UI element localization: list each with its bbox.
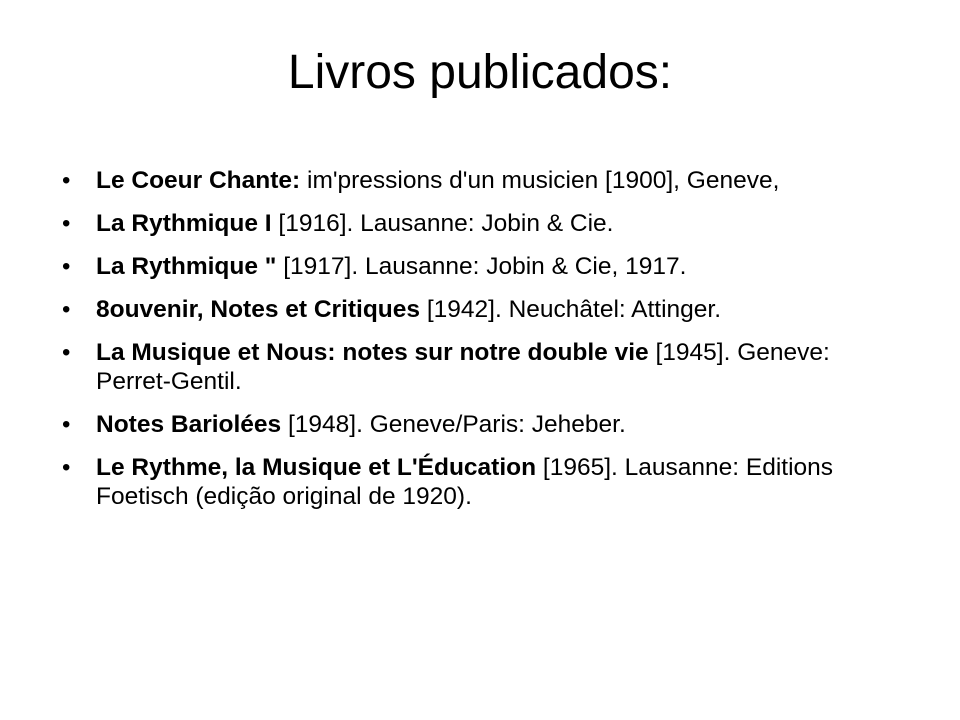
book-title: Le Rythme, la Musique et L'Éducation (96, 454, 537, 481)
book-title: Notes Bariolées (96, 411, 282, 438)
bullet-icon: • (62, 339, 71, 366)
list-item (60, 295, 910, 324)
book-title: La Musique et Nous: notes sur notre double vie (96, 339, 649, 366)
bullet-icon: • (62, 253, 71, 280)
bullet-icon: • (62, 296, 71, 323)
bullet-icon: • (62, 454, 71, 481)
book-details: im'pressions d'un musicien [1900], Geneve, (300, 167, 780, 194)
book-title: Le Coeur Chante: (96, 167, 301, 194)
book-list (60, 166, 910, 525)
bullet-icon: • (62, 167, 71, 194)
list-item (60, 410, 910, 439)
book-title: La Rythmique I (96, 210, 272, 237)
list-item (60, 166, 910, 195)
list-item (60, 453, 910, 511)
slide-title: Livros publicados: (287, 46, 673, 99)
bullet-icon: • (62, 411, 71, 438)
book-details: [1948]. Geneve/Paris: Jeheber. (281, 411, 626, 438)
book-title: 8ouvenir, Notes et Critiques (96, 296, 421, 323)
list-item (60, 338, 910, 396)
book-details: [1942]. Neuchâtel: Attinger. (420, 296, 722, 323)
book-details: [1916]. Lausanne: Jobin & Cie. (271, 210, 614, 237)
book-title: La Rythmique " (96, 253, 277, 280)
book-details: [1945]. Geneve: Perret-Gentil. (96, 339, 830, 395)
list-item (60, 252, 910, 281)
book-details: [1965]. Lausanne: Editions Foetisch (edição original de 1920). (96, 454, 834, 510)
book-details: [1917]. Lausanne: Jobin & Cie, 1917. (276, 253, 687, 280)
bullet-icon: • (62, 210, 71, 237)
list-item (60, 209, 910, 238)
